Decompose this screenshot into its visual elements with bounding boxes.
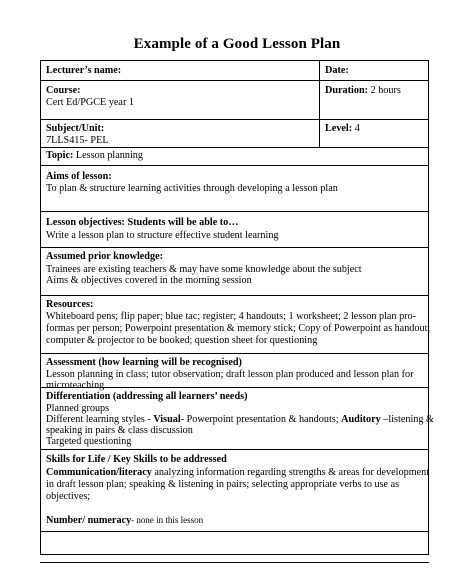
row-divider <box>41 211 428 212</box>
resources-label: Resources: <box>46 299 94 310</box>
assessment-line: Lesson planning in class; tutor observation; draft lesson plan produced and lesson plan for <box>46 369 414 380</box>
lesson-plan-form <box>40 60 434 555</box>
row-divider <box>41 353 428 354</box>
row-divider <box>41 449 428 450</box>
objectives-text: Write a lesson plan to structure effective student learning <box>46 230 279 241</box>
numeracy-line <box>46 515 203 526</box>
prior-knowledge-line: Trainees are existing teachers & may have some knowledge about the subject <box>46 264 362 275</box>
subject-value: 7LLS415- PEL <box>46 135 109 146</box>
communication-label: Communication/literacy <box>46 467 152 478</box>
numeracy-text: - none in this lesson <box>131 515 204 525</box>
course-value: Cert Ed/PGCE year 1 <box>46 97 134 108</box>
row-divider <box>41 531 428 532</box>
resources-line: Whiteboard pens; flip paper; blue tac; register; 4 handouts; 1 worksheet; 2 lesson plan pro- <box>46 311 417 322</box>
level-value: 4 <box>352 123 360 134</box>
course-label: Course: <box>46 85 81 96</box>
differentiation-line: speaking in pairs & class discussion <box>46 425 193 436</box>
level-field <box>325 123 360 134</box>
topic-field <box>46 150 143 161</box>
visual-label: Visual <box>153 414 181 425</box>
differentiation-line: Planned groups <box>46 403 110 414</box>
row-divider <box>41 80 428 81</box>
assessment-line: microteaching <box>46 380 105 391</box>
communication-line: objectives; <box>46 491 91 502</box>
prior-knowledge-line: Aims & objectives covered in the morning session <box>46 275 252 286</box>
duration-value: 2 hours <box>368 85 401 96</box>
auditory-label: Auditory <box>341 414 381 425</box>
differentiation-line: Targeted questioning <box>46 436 132 447</box>
objectives-label: Lesson objectives: Students will be able to… <box>46 217 239 228</box>
column-divider <box>319 61 320 147</box>
duration-label: Duration: <box>325 85 369 96</box>
assessment-label: Assessment (how learning will be recognised) <box>46 357 242 368</box>
page-bottom-rule <box>40 562 429 563</box>
communication-text: analyzing information regarding strengths & areas for development <box>151 467 430 478</box>
skills-label: Skills for Life / Key Skills to be addressed <box>46 454 227 465</box>
visual-text: - Powerpoint presentation & handouts; <box>180 414 342 425</box>
row-divider <box>41 119 428 120</box>
duration-field <box>325 85 401 96</box>
subject-label: Subject/Unit: <box>46 123 105 134</box>
prior-knowledge-label: Assumed prior knowledge: <box>46 251 163 262</box>
aims-label: Aims of lesson: <box>46 171 112 182</box>
resources-line: computer & projector to be booked; question sheet for questioning <box>46 335 318 346</box>
numeracy-label: Number/ numeracy <box>46 515 132 526</box>
row-divider <box>41 295 428 296</box>
lecturer-name-label: Lecturer’s name: <box>46 65 122 76</box>
differentiation-label: Differentiation (addressing all learners’ needs) <box>46 391 248 402</box>
row-divider <box>41 165 428 166</box>
communication-line: in draft lesson plan; speaking & listening in pairs; selecting appropriate verbs to use as <box>46 479 400 490</box>
differentiation-learning-styles <box>46 414 434 425</box>
row-divider <box>41 147 428 148</box>
resources-line: formas per person; Powerpoint presentation & memory stick; Copy of Powerpoint as handout; <box>46 323 431 334</box>
learning-styles-text: Different learning styles - <box>46 414 154 425</box>
level-label: Level: <box>325 123 353 134</box>
auditory-text: –listening & <box>380 414 434 425</box>
topic-value: Lesson planning <box>73 150 143 161</box>
topic-label: Topic: <box>46 150 74 161</box>
communication-line <box>46 467 429 478</box>
date-label: Date: <box>325 65 349 76</box>
aims-text: To plan & structure learning activities through developing a lesson plan <box>46 183 338 194</box>
document-title: Example of a Good Lesson Plan <box>133 36 341 52</box>
row-divider <box>41 247 428 248</box>
